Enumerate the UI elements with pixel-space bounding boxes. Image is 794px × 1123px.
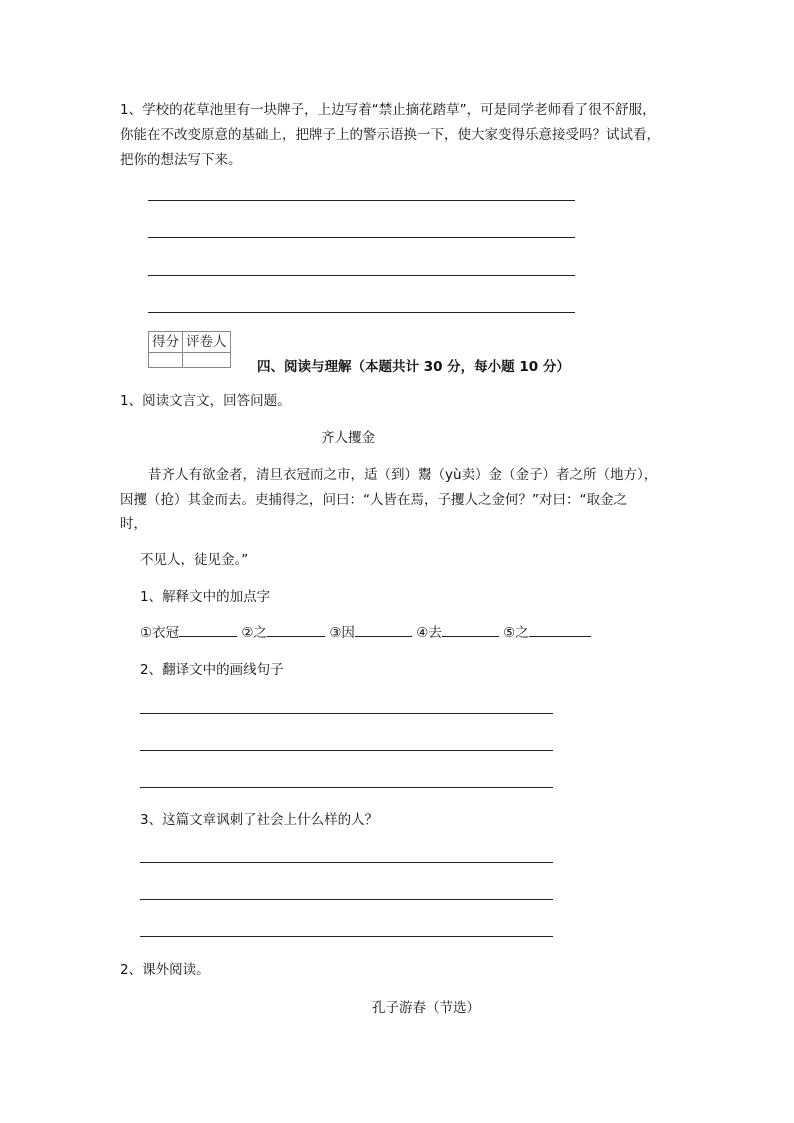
reading2-title: 孔子游春（节选） [372, 1000, 480, 1016]
reading1-prompt: 1、阅读文言文，回答问题。 [120, 393, 291, 409]
score-table [148, 331, 231, 368]
answer-line[interactable] [140, 713, 553, 714]
answer-line[interactable] [148, 275, 575, 276]
answer-line[interactable] [148, 200, 575, 201]
word-blank[interactable] [529, 622, 591, 637]
answer-line[interactable] [140, 936, 553, 937]
sub-question-1: 1、解释文中的加点字 [140, 589, 271, 605]
section-title: 四、阅读与理解（本题共计 30 分，每小题 10 分） [257, 359, 570, 375]
answer-line[interactable] [140, 787, 553, 788]
reading2-prompt: 2、课外阅读。 [120, 962, 210, 978]
score-label: 得分 [149, 332, 183, 353]
score-cell[interactable] [149, 353, 183, 368]
word-item: ①衣冠 [140, 625, 180, 641]
word-item: ④去 [416, 625, 442, 641]
answer-line[interactable] [140, 899, 553, 900]
passage-line4: 不见人，徒见金。” [140, 552, 249, 568]
word-blank[interactable] [355, 622, 412, 637]
q1-text-line1: 1、学校的花草池里有一块牌子，上边写着“禁止摘花踏草”，可是同学老师看了很不舒服， [120, 102, 656, 118]
reviewer-label: 评卷人 [183, 332, 231, 353]
sub-question-2: 2、翻译文中的画线句子 [140, 662, 284, 678]
word-blanks [140, 621, 591, 641]
word-blank[interactable] [442, 622, 499, 637]
sub-question-3: 3、这篇文章讽刺了社会上什么样的人？ [140, 812, 379, 828]
answer-line[interactable] [148, 312, 575, 313]
answer-line[interactable] [140, 862, 553, 863]
answer-line[interactable] [148, 237, 575, 238]
q1-text-line3: 把你的想法写下来。 [120, 152, 242, 168]
word-blank[interactable] [267, 622, 325, 637]
word-item: ②之 [241, 625, 268, 641]
passage-line3: 时， [120, 516, 147, 532]
answer-line[interactable] [140, 750, 553, 751]
passage-line2: 因攫（抢）其金而去。吏捕得之，问曰：“人皆在焉，子攫人之金何？”对曰：“取金之 [120, 492, 627, 508]
word-item: ⑤之 [503, 625, 529, 641]
passage-line1: 昔齐人有欲金者，清旦衣冠而之市，适（到）鬻（yù卖）金（金子）者之所（地方）， [148, 467, 658, 483]
q1-text-line2: 你能在不改变原意的基础上，把牌子上的警示语换一下，使大家变得乐意接受吗？试试看， [120, 127, 660, 143]
word-blank[interactable] [179, 622, 237, 637]
word-item: ③因 [329, 625, 355, 641]
reading1-title: 齐人攫金 [321, 430, 375, 446]
reviewer-cell[interactable] [183, 353, 231, 368]
